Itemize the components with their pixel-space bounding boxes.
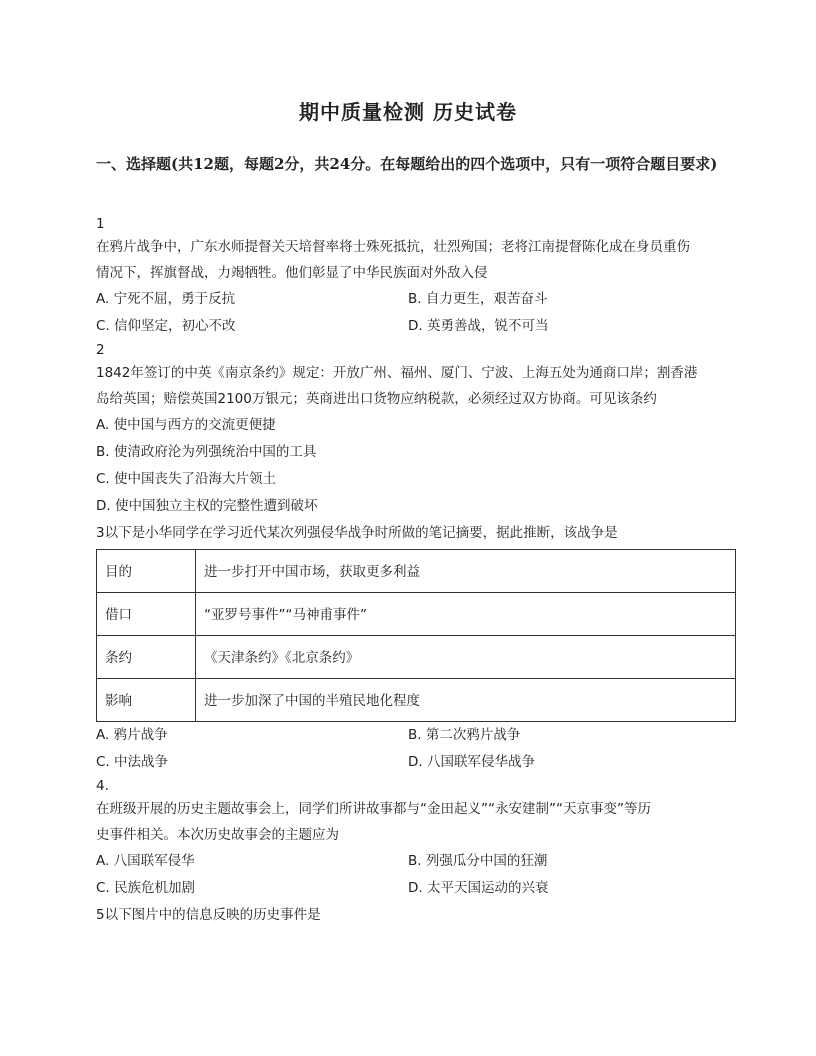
option-c[interactable]: C. 使中国丧失了沿海大片领土 — [96, 471, 277, 487]
option-row — [96, 722, 736, 749]
option-row — [96, 313, 736, 340]
option-c[interactable]: C. 信仰坚定，初心不改 — [96, 318, 236, 334]
table-key: 借口 — [97, 593, 196, 636]
table-value: 进一步加深了中国的半殖民地化程度 — [196, 679, 736, 722]
option-d[interactable]: D. 英勇善战，锐不可当 — [408, 318, 549, 334]
question-stem: 岛给英国；赔偿英国2100万银元；英商进出口货物应纳税款，必须经过双方协商。可见该条约 — [96, 391, 657, 407]
notes-table — [96, 549, 736, 722]
section-heading: 一、选择题(共12题，每题2分，共24分。在每题给出的四个选项中，只有一项符合题目要求) — [96, 155, 718, 173]
page-title: 期中质量检测 历史试卷 — [299, 100, 517, 124]
option-d[interactable]: D. 太平天国运动的兴衰 — [408, 880, 549, 896]
option-row — [96, 749, 736, 776]
table-row — [97, 636, 736, 679]
option-a[interactable]: A. 宁死不屈，勇于反抗 — [96, 291, 236, 307]
table-value: 《天津条约》《北京条约》 — [196, 636, 736, 679]
question-stem: 在鸦片战争中，广东水师提督关天培督率将士殊死抵抗，壮烈殉国；老将江南提督陈化成在身员重伤 — [96, 239, 690, 255]
option-b[interactable]: B. 第二次鸦片战争 — [408, 727, 521, 743]
question-stem: 3以下是小华同学在学习近代某次列强侵华战争时所做的笔记摘要，据此推断，该战争是 — [96, 525, 618, 541]
option-row — [96, 848, 736, 875]
option-b[interactable]: B. 自力更生，艰苦奋斗 — [408, 291, 548, 307]
option-row — [96, 286, 736, 313]
question-stem: 5以下图片中的信息反映的历史事件是 — [96, 907, 321, 923]
table-value: 进一步打开中国市场，获取更多利益 — [196, 550, 736, 593]
table-key: 目的 — [97, 550, 196, 593]
table-row — [97, 679, 736, 722]
option-a[interactable]: A. 鸦片战争 — [96, 727, 168, 743]
question-stem: 1842年签订的中英《南京条约》规定：开放广州、福州、厦门、宁波、上海五处为通商口岸；割香港 — [96, 365, 698, 381]
option-row — [96, 875, 736, 902]
question-number: 1 — [96, 216, 105, 232]
table-key: 影响 — [97, 679, 196, 722]
question-stem: 在班级开展的历史主题故事会上，同学们所讲故事都与“金田起义”“永安建制”“天京事变”等历 — [96, 801, 651, 817]
option-b[interactable]: B. 列强瓜分中国的狂潮 — [408, 853, 548, 869]
option-a[interactable]: A. 使中国与西方的交流更便捷 — [96, 417, 276, 433]
table-value: “亚罗号事件”“马神甫事件” — [196, 593, 736, 636]
option-c[interactable]: C. 中法战争 — [96, 754, 169, 770]
option-d[interactable]: D. 八国联军侵华战争 — [408, 754, 535, 770]
table-row — [97, 593, 736, 636]
option-c[interactable]: C. 民族危机加剧 — [96, 880, 196, 896]
table-key: 条约 — [97, 636, 196, 679]
question-stem: 史事件相关。本次历史故事会的主题应为 — [96, 827, 339, 843]
option-d[interactable]: D. 使中国独立主权的完整性遭到破坏 — [96, 498, 318, 514]
question-stem: 情况下，挥旗督战，力竭牺牲。他们彰显了中华民族面对外敌入侵 — [96, 265, 488, 281]
question-list — [96, 214, 736, 928]
question-number: 2 — [96, 342, 105, 358]
question-number: 4. — [96, 778, 109, 794]
table-row — [97, 550, 736, 593]
option-a[interactable]: A. 八国联军侵华 — [96, 853, 195, 869]
option-b[interactable]: B. 使清政府沦为列强统治中国的工具 — [96, 444, 317, 460]
